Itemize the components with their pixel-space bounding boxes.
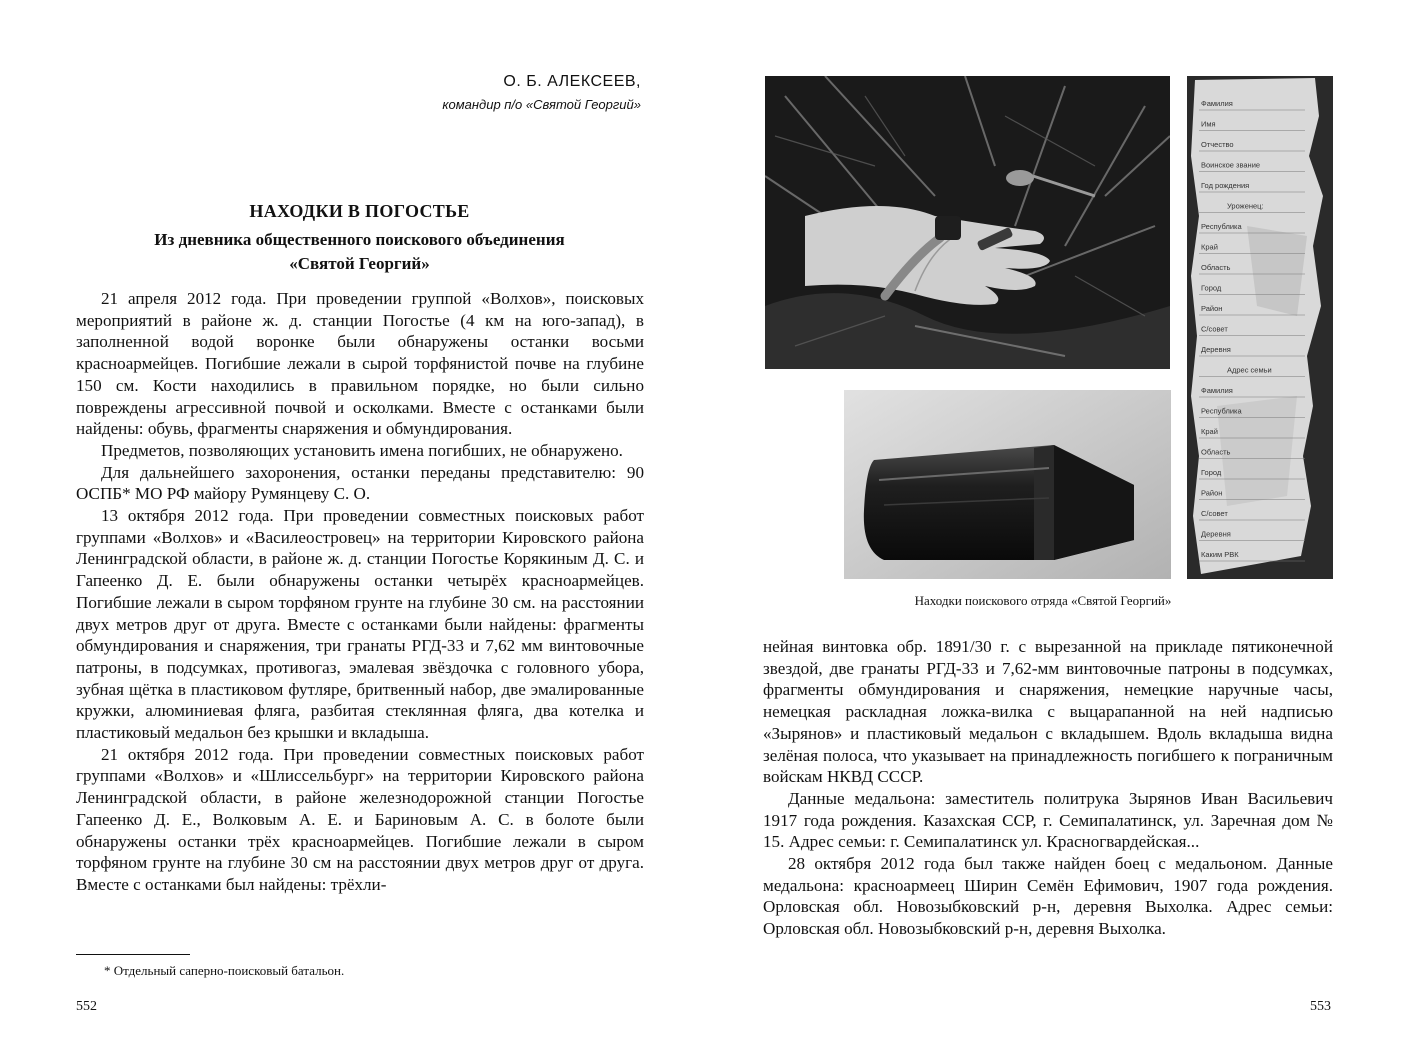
photo-medallion-capsule [844, 390, 1171, 579]
paper-form-label: Республика [1201, 406, 1242, 416]
article-title: НАХОДКИ В ПОГОСТЬЕ [249, 201, 470, 221]
paper-insert-illustration [1187, 76, 1333, 579]
footnote: * Отдельный саперно-поисковый батальон. [104, 963, 345, 978]
paragraph: нейная винтовка обр. 1891/30 г. с вырезанной на прикладе пятиконечной звездой, две гранаты РГД-33 и 7,62-мм винтовочные патроны в подсумках, фрагменты обмундирования и снаряжения, немецкие наручные часы, немецкая раскладная ложка-вилка с выцарапанной на ней надписью «Зырянов» и пластиковый медальон с вкладышем. Вдоль вкладыша видна зелёная полоса, что указывает на принадлежность погибшего к пограничным войскам НКВД СССР. [763, 637, 1333, 787]
paragraph: 13 октября 2012 года. При проведении совместных поисковых работ группами «Волхов» и «Василеостровец» на территории Кировского района Ленинградской области, в районе ж. д. станции Погостье Корякиным Д. С. и Гапеенко Д. Е. были обнаружены останки четырёх красноармейцев. Погибшие лежали в сыром торфяном грунте на глубине 30 см. на расстоянии двух метров друг от друга. Вместе с останками были найдены: фрагменты обмундирования и снаряжения, три гранаты РГД-33 и 7,62 мм винтовочные патроны, в подсумках, противогаз, эмалевая звёздочка с головного убора, зубная щётка в пластиковом футляре, бритвенный набор, две эмалированные кружки, алюминиевая фляга, разбитая стеклянная фляга, два котелка и пластиковый медальон без крышки и вкладыша. [76, 506, 644, 743]
footnote-divider [76, 954, 190, 955]
paper-form-label: Уроженец: [1227, 201, 1264, 211]
paper-form-label: Край [1201, 427, 1218, 436]
paper-form-label: Год рождения [1201, 181, 1250, 190]
paper-form-label: Город [1201, 468, 1222, 477]
left-page [0, 0, 703, 1045]
paper-form-label: С/совет [1201, 324, 1228, 334]
paper-form-label: Город [1201, 283, 1222, 293]
paper-form-label: Воинское звание [1201, 160, 1261, 170]
photo-caption: Находки поискового отряда «Святой Георгий» [914, 593, 1172, 608]
page-number-left: 552 [76, 999, 97, 1014]
left-body-text [76, 288, 644, 896]
paragraph: 21 апреля 2012 года. При проведении группой «Волхов», поисковых мероприятий в районе ж. д. станции Погостье (4 км на юго-запад), в заполненной водой воронке были обнаружены останки восьми красноармейцев. Погибшие лежали в сырой торфянистой почве на глубине 150 см. Кости находились в правильном порядке, но были сильно повреждены агрессивной почвой и осколками. Вместе с останками были найдены: обувь, фрагменты снаряжения и обмундирования. [76, 289, 644, 439]
page-number-right: 553 [1310, 999, 1331, 1014]
author-name: О. Б. АЛЕКСЕЕВ, [503, 73, 641, 90]
paper-form-label: Республика [1201, 222, 1242, 231]
paper-form-label: Фамилия [1201, 99, 1233, 108]
paragraph: Данные медальона: заместитель политрука Зырянов Иван Васильевич 1917 года рождения. Казахская ССР, г. Семипалатинск, ул. Заречная дом № 15. Адрес семьи: г. Семипалатинск ул. Красногвардейская... [763, 788, 1333, 852]
paper-form-label: Край [1201, 242, 1218, 252]
paper-form-label: Имя [1201, 119, 1216, 129]
paper-form-label: Деревня [1201, 345, 1231, 354]
paper-form-label: Область [1201, 263, 1231, 272]
paper-form-label: С/совет [1201, 509, 1228, 518]
author-block [442, 70, 641, 116]
paragraph: 21 октября 2012 года. При проведении совместных поисковых работ группами «Волхов» и «Шлиссельбург» на территории Кировского района Ленинградской области, в районе железнодорожной станции Погостье Гапеенко Д. Е., Волковым А. Е. и Бариновым А. С. в болоте были обнаружены останки трёх красноармейцев. Погибшие лежали в сыром торфяном грунте на глубине 30 см на расстоянии двух метров друг от друга. Вместе с останками был найдены: трёхли- [76, 744, 644, 894]
paragraph: Для дальнейшего захоронения, останки переданы представителю: 90 ОСПБ* МО РФ майору Румянцеву С. О. [76, 462, 644, 504]
photo-medallion-insert-paper [1187, 76, 1333, 579]
paper-form-label: Район [1201, 304, 1223, 313]
author-role: командир п/о «Святой Георгий» [442, 97, 641, 112]
paper-form-label: Адрес семьи [1227, 365, 1272, 375]
capsule-photo-illustration [844, 390, 1171, 579]
article-subtitle-line1: Из дневника общественного поискового объединения [154, 230, 565, 249]
paragraph: Предметов, позволяющих установить имена погибших, не обнаружено. [101, 440, 623, 460]
paragraph: 28 октября 2012 года был также найден боец с медальоном. Данные медальона: красноармеец Ширин Семён Ефимович, 1907 года рождения. Орловская обл. Новозыбковский р-н, деревня Выхолка. Адрес семьи: Орловская обл. Новозыбковский р-н, деревня Выхолка. [763, 854, 1333, 939]
article-title-block [76, 198, 643, 276]
paper-form-label: Деревня [1201, 529, 1231, 539]
paper-form-label: Область [1201, 447, 1231, 457]
paper-form-label: Фамилия [1201, 386, 1233, 395]
article-subtitle-line2: «Святой Георгий» [289, 254, 430, 273]
paper-form-label: Каким РВК [1201, 550, 1239, 559]
photo-hand-with-findings [765, 76, 1170, 369]
paper-form-label: Отчество [1201, 140, 1234, 149]
paper-form-label: Район [1201, 488, 1223, 498]
hand-photo-illustration [765, 76, 1170, 369]
right-body-text [763, 636, 1333, 940]
right-page [703, 0, 1407, 1045]
